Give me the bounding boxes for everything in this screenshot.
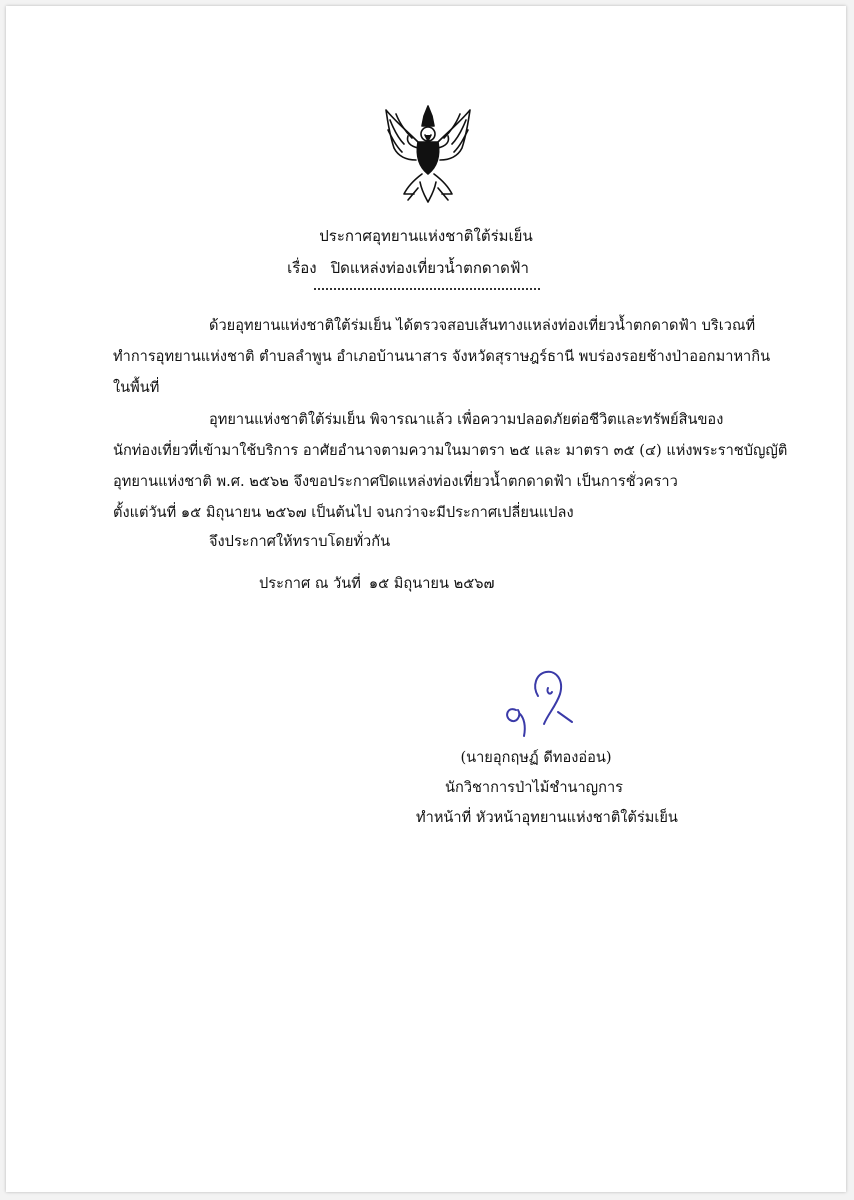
signatory-position: นักวิชาการป่าไม้ชำนาญการ: [445, 779, 623, 796]
paragraph-1-line-2: ทำการอุทยานแห่งชาติ ตำบลลำพูน อำเภอบ้านนาสาร จังหวัดสุราษฎร์ธานี พบร่องรอยช้างป่าออกมาหากิน: [113, 348, 771, 365]
dotted-divider: [314, 284, 540, 290]
subject-text: ปิดแหล่งท่องเที่ยวน้ำตกดาดฟ้า: [330, 259, 529, 277]
date-value: ๑๕ มิถุนายน ๒๕๖๗: [368, 575, 495, 592]
body-paragraph-2: [113, 404, 788, 528]
paragraph-2-line-1: อุทยานแห่งชาติใต้ร่มเย็น พิจารณาแล้ว เพื่อความปลอดภัยต่อชีวิตและทรัพย์สินของ: [209, 411, 724, 428]
garuda-emblem-icon: [378, 102, 478, 204]
date-label: ประกาศ ณ วันที่: [259, 575, 361, 592]
announcement-subject-line: [0, 256, 828, 280]
announcement-date: [259, 572, 495, 595]
paragraph-2-line-2: นักท่องเที่ยวที่เข้ามาใช้บริการ อาศัยอำนาจตามความในมาตรา ๒๕ และ มาตรา ๓๕ (๔) แห่งพระราชบัญญัติ: [113, 442, 788, 459]
signatory-name: (นายอุกฤษฏ์ ดีทองอ่อน): [460, 749, 612, 766]
subject-label: เรื่อง: [287, 259, 317, 277]
announcement-title: ประกาศอุทยานแห่งชาติใต้ร่มเย็น: [319, 227, 533, 245]
signatory-acting-role: ทำหน้าที่ หัวหน้าอุทยานแห่งชาติใต้ร่มเย็น: [416, 809, 678, 826]
closing-statement: จึงประกาศให้ทราบโดยทั่วกัน: [209, 533, 391, 550]
announcement-page: [6, 6, 846, 1192]
paragraph-1-line-1: ด้วยอุทยานแห่งชาติใต้ร่มเย็น ได้ตรวจสอบเส้นทางแหล่งท่องเที่ยวน้ำตกดาดฟ้า บริเวณที่: [209, 317, 756, 334]
body-paragraph-1: [113, 310, 771, 403]
paragraph-2-line-3: อุทยานแห่งชาติ พ.ศ. ๒๕๖๒ จึงขอประกาศปิดแหล่งท่องเที่ยวน้ำตกดาดฟ้า เป็นการชั่วคราว: [113, 473, 678, 490]
paragraph-2-line-4: ตั้งแต่วันที่ ๑๕ มิถุนายน ๒๕๖๗ เป็นต้นไป จนกว่าจะมีประกาศเปลี่ยนแปลง: [113, 504, 574, 521]
handwritten-signature: [494, 666, 584, 738]
paragraph-1-line-3: ในพื้นที่: [113, 379, 160, 396]
